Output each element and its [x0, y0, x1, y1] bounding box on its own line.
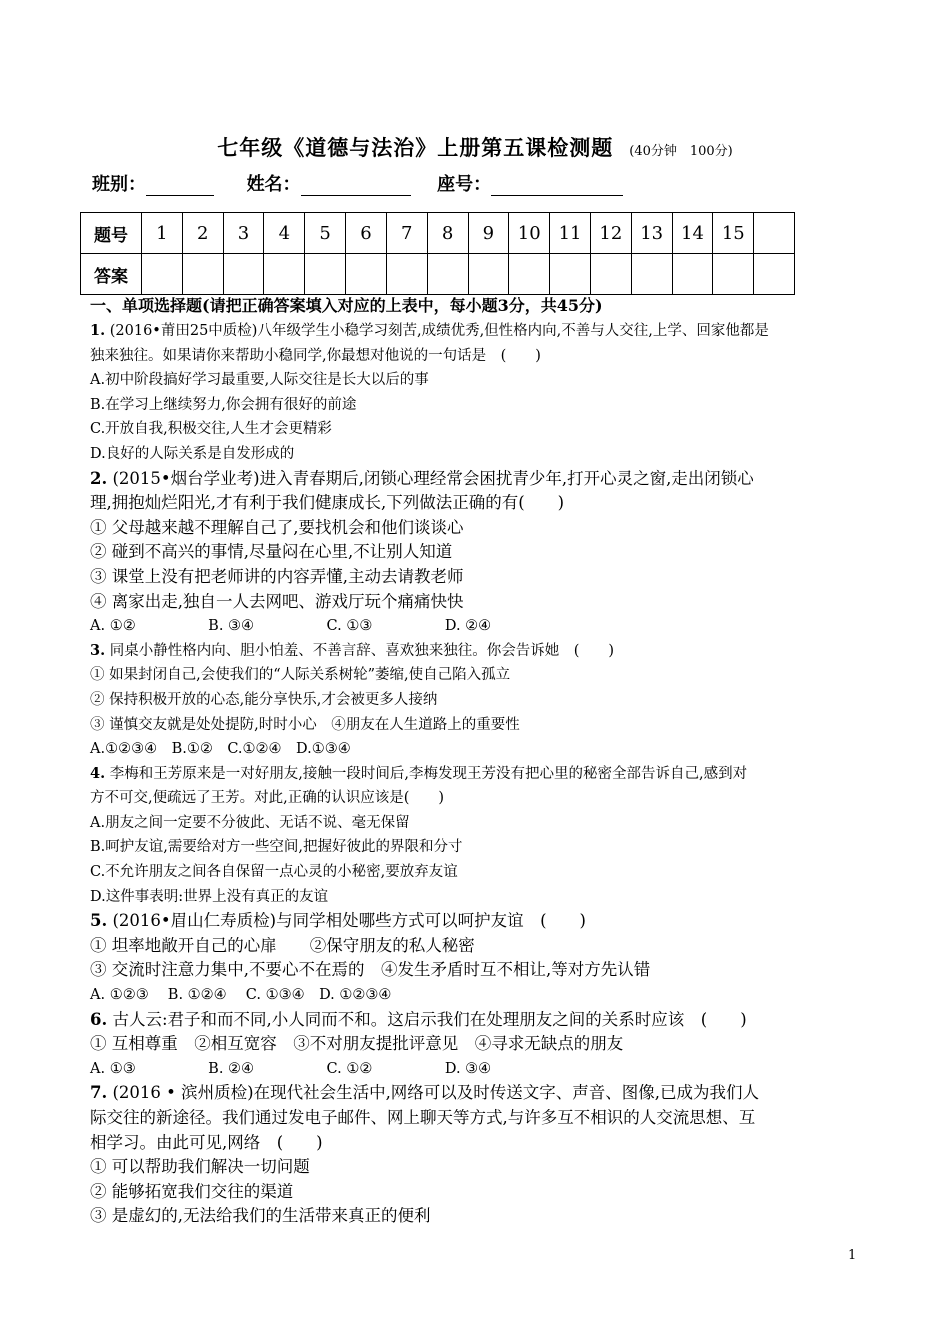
name-label: 姓名：: [246, 174, 301, 195]
question-number-cell: 6: [346, 213, 387, 254]
question-number-cell: 14: [672, 213, 713, 254]
line-text: A. ①③ B. ②④ C. ①② D. ③④: [90, 1060, 492, 1077]
line-text: B.在学习上继续努力,你会拥有很好的前途: [90, 396, 357, 413]
question-number: 7.: [90, 1083, 108, 1103]
question-number-header: 题号: [81, 213, 142, 254]
question-line: [90, 467, 880, 492]
answer-cell[interactable]: [182, 254, 223, 295]
line-text: ① 互相尊重 ②相互宽容 ③不对朋友提批评意见 ④寻求无缺点的朋友: [90, 1034, 624, 1054]
question-number-cell: 3: [223, 213, 264, 254]
line-text: 际交往的新途径。我们通过发电子邮件、网上聊天等方式,与许多互不相识的人交流思想、互: [90, 1108, 756, 1127]
line-text: ③ 交流时注意力集中,不要心不在焉的 ④发生矛盾时互不相让,等对方先认错: [90, 960, 651, 980]
line-text: C.开放自我,积极交往,人生才会更精彩: [90, 421, 332, 438]
line-text: ② 碰到不高兴的事情,尽量闷在心里,不让别人知道: [90, 542, 453, 562]
question-number-cell: 4: [264, 213, 305, 254]
answer-cell[interactable]: [386, 254, 427, 295]
seat-field[interactable]: [491, 175, 623, 196]
line-text: D.这件事表明:世界上没有真正的友谊: [90, 888, 329, 905]
question-line: [90, 1106, 880, 1131]
class-label: 班别：: [92, 174, 146, 195]
line-text: A. ①② B. ③④ C. ①③ D. ②④: [90, 618, 492, 635]
line-text: 同桌小静性格内向、胆小怕羞、不善言辞、喜欢独来独往。你会告诉她 ( ): [105, 642, 615, 659]
line-text: D.良好的人际关系是自发形成的: [90, 445, 295, 462]
question-number-cell: 7: [386, 213, 427, 254]
answer-cell[interactable]: [509, 254, 550, 295]
question-number-cell: 15: [713, 213, 754, 254]
answer-row: [81, 254, 795, 295]
answer-header: 答案: [81, 254, 142, 295]
answer-cell[interactable]: [713, 254, 754, 295]
question-line: [90, 368, 880, 393]
question-line: [90, 860, 880, 885]
question-number-cell: 8: [427, 213, 468, 254]
question-line: [90, 835, 880, 860]
question-number-row: [81, 213, 795, 254]
question-number-cell: 10: [509, 213, 550, 254]
question-line: [90, 565, 880, 590]
line-text: ③ 课堂上没有把老师讲的内容弄懂,主动去请教老师: [90, 566, 464, 586]
line-text: 方不可交,便疏远了王芳。对此,正确的认识应该是( ): [90, 790, 445, 807]
question-number: 4.: [90, 764, 106, 782]
line-text: ① 坦率地敞开自己的心扉 ②保守朋友的私人秘密: [90, 935, 475, 955]
question-line: [90, 958, 880, 983]
question-number: 5.: [90, 911, 108, 931]
question-line: [90, 1131, 880, 1156]
answer-cell[interactable]: [672, 254, 713, 295]
seat-label: 座号：: [437, 174, 492, 195]
question-line: [90, 934, 880, 959]
answer-table: [80, 212, 795, 295]
question-line: [90, 516, 880, 541]
question-number-cell: 9: [468, 213, 509, 254]
line-text: ① 如果封闭自己,会使我们的“人际关系树轮”萎缩,使自己陷入孤立: [90, 667, 511, 684]
question-content: [90, 293, 880, 1229]
question-line: [90, 983, 880, 1008]
line-text: ② 保持积极开放的心态,能分享快乐,才会被更多人接纳: [90, 691, 438, 708]
line-text: A.初中阶段搞好学习最重要,人际交往是长大以后的事: [90, 372, 429, 389]
question-number-cell: [754, 213, 795, 254]
answer-cell[interactable]: [468, 254, 509, 295]
question-line: [90, 393, 880, 418]
question-number: 6.: [90, 1009, 108, 1029]
question-line: [90, 639, 880, 664]
question-line: [90, 590, 880, 615]
class-field[interactable]: [146, 175, 214, 196]
answer-cell[interactable]: [754, 254, 795, 295]
line-text: ② 能够拓宽我们交往的渠道: [90, 1181, 294, 1201]
title-note: (40分钟 100分): [629, 144, 733, 159]
line-text: A.朋友之间一定要不分彼此、无话不说、毫无保留: [90, 814, 410, 831]
question-line: [90, 762, 880, 787]
question-number-cell: 5: [305, 213, 346, 254]
page-number: 1: [848, 1248, 857, 1263]
line-text: 理,拥抱灿烂阳光,才有利于我们健康成长,下列做法正确的有( ): [90, 493, 565, 513]
line-text: ③ 是虚幻的,无法给我们的生活带来真正的便利: [90, 1206, 431, 1226]
question-line: [90, 491, 880, 516]
question-line: [90, 1155, 880, 1180]
question-number: 3.: [90, 641, 106, 659]
title-text: 七年级《道德与法治》上册第五课检测题: [217, 135, 614, 160]
line-text: 一、单项选择题(请把正确答案填入对应的上表中，每小题3分，共45分): [90, 296, 603, 315]
line-text: (2015•烟台学业考)进入青春期后,闭锁心理经常会困扰青少年,打开心灵之窗,走出闭锁心: [107, 468, 754, 488]
line-text: 相学习。由此可见,网络 ( ): [90, 1132, 323, 1152]
line-text: 古人云:君子和而不同,小人同而不和。这启示我们在处理朋友之间的关系时应该 ( ): [107, 1009, 747, 1029]
question-number-cell: 2: [182, 213, 223, 254]
question-line: [90, 1008, 880, 1033]
question-number-cell: 13: [631, 213, 672, 254]
question-line: [90, 811, 880, 836]
line-text: (2016•莆田25中质检)八年级学生小稳学习刻苦,成绩优秀,但性格内向,不善与人交往,上学、回家他都是: [105, 323, 769, 339]
question-line: [90, 540, 880, 565]
student-info-row: [92, 170, 623, 196]
question-line: [90, 614, 880, 639]
question-number-cell: 1: [142, 213, 183, 254]
line-text: C.不允许朋友之间各自保留一点心灵的小秘密,要放弃友谊: [90, 864, 458, 881]
question-line: [90, 786, 880, 811]
line-text: A. ①②③ B. ①②④ C. ①③④ D. ①②③④: [90, 987, 392, 1004]
line-text: 李梅和王芳原来是一对好朋友,接触一段时间后,李梅发现王芳没有把心里的秘密全部告诉自己,感到对: [105, 765, 748, 782]
answer-cell[interactable]: [550, 254, 591, 295]
question-line: [90, 319, 880, 344]
line-text: 独来独往。如果请你来帮助小稳同学,你最想对他说的一句话是 ( ): [90, 347, 541, 364]
question-line: [90, 688, 880, 713]
name-field[interactable]: [301, 175, 411, 196]
line-text: ① 可以帮助我们解决一切问题: [90, 1157, 310, 1177]
question-line: [90, 713, 880, 738]
line-text: (2016•眉山仁寿质检)与同学相处哪些方式可以呵护友谊 ( ): [107, 911, 586, 931]
question-line: [90, 1032, 880, 1057]
question-line: [90, 909, 880, 934]
question-line: [90, 417, 880, 442]
answer-cell[interactable]: [305, 254, 346, 295]
question-line: [90, 663, 880, 688]
question-line: [90, 737, 880, 762]
question-line: [90, 1204, 880, 1229]
answer-cell[interactable]: [590, 254, 631, 295]
answer-cell[interactable]: [264, 254, 305, 295]
question-line: [90, 1081, 880, 1106]
answer-cell[interactable]: [631, 254, 672, 295]
answer-cell[interactable]: [427, 254, 468, 295]
line-text: A.①②③④ B.①② C.①②④ D.①③④: [90, 741, 351, 758]
question-number: 2.: [90, 468, 108, 488]
question-number: 1.: [90, 322, 106, 339]
answer-cell[interactable]: [346, 254, 387, 295]
line-text: B.呵护友谊,需要给对方一些空间,把握好彼此的界限和分寸: [90, 839, 463, 856]
question-line: [90, 344, 880, 369]
question-number-cell: 12: [590, 213, 631, 254]
question-line: [90, 442, 880, 467]
page-title: [0, 132, 950, 162]
question-number-cell: 11: [550, 213, 591, 254]
line-text: (2016 • 滨州质检)在现代社会生活中,网络可以及时传送文字、声音、图像,已成为我们人: [107, 1083, 760, 1103]
question-line: [90, 885, 880, 910]
answer-cell[interactable]: [142, 254, 183, 295]
answer-cell[interactable]: [223, 254, 264, 295]
question-line: [90, 1180, 880, 1205]
line-text: ④ 离家出走,独自一人去网吧、游戏厅玩个痛痛快快: [90, 591, 464, 611]
line-text: ① 父母越来越不理解自己了,要找机会和他们谈谈心: [90, 517, 464, 537]
question-line: [90, 1057, 880, 1082]
line-text: ③ 谨慎交友就是处处提防,时时小心 ④朋友在人生道路上的重要性: [90, 716, 520, 733]
section-heading: [90, 293, 880, 319]
